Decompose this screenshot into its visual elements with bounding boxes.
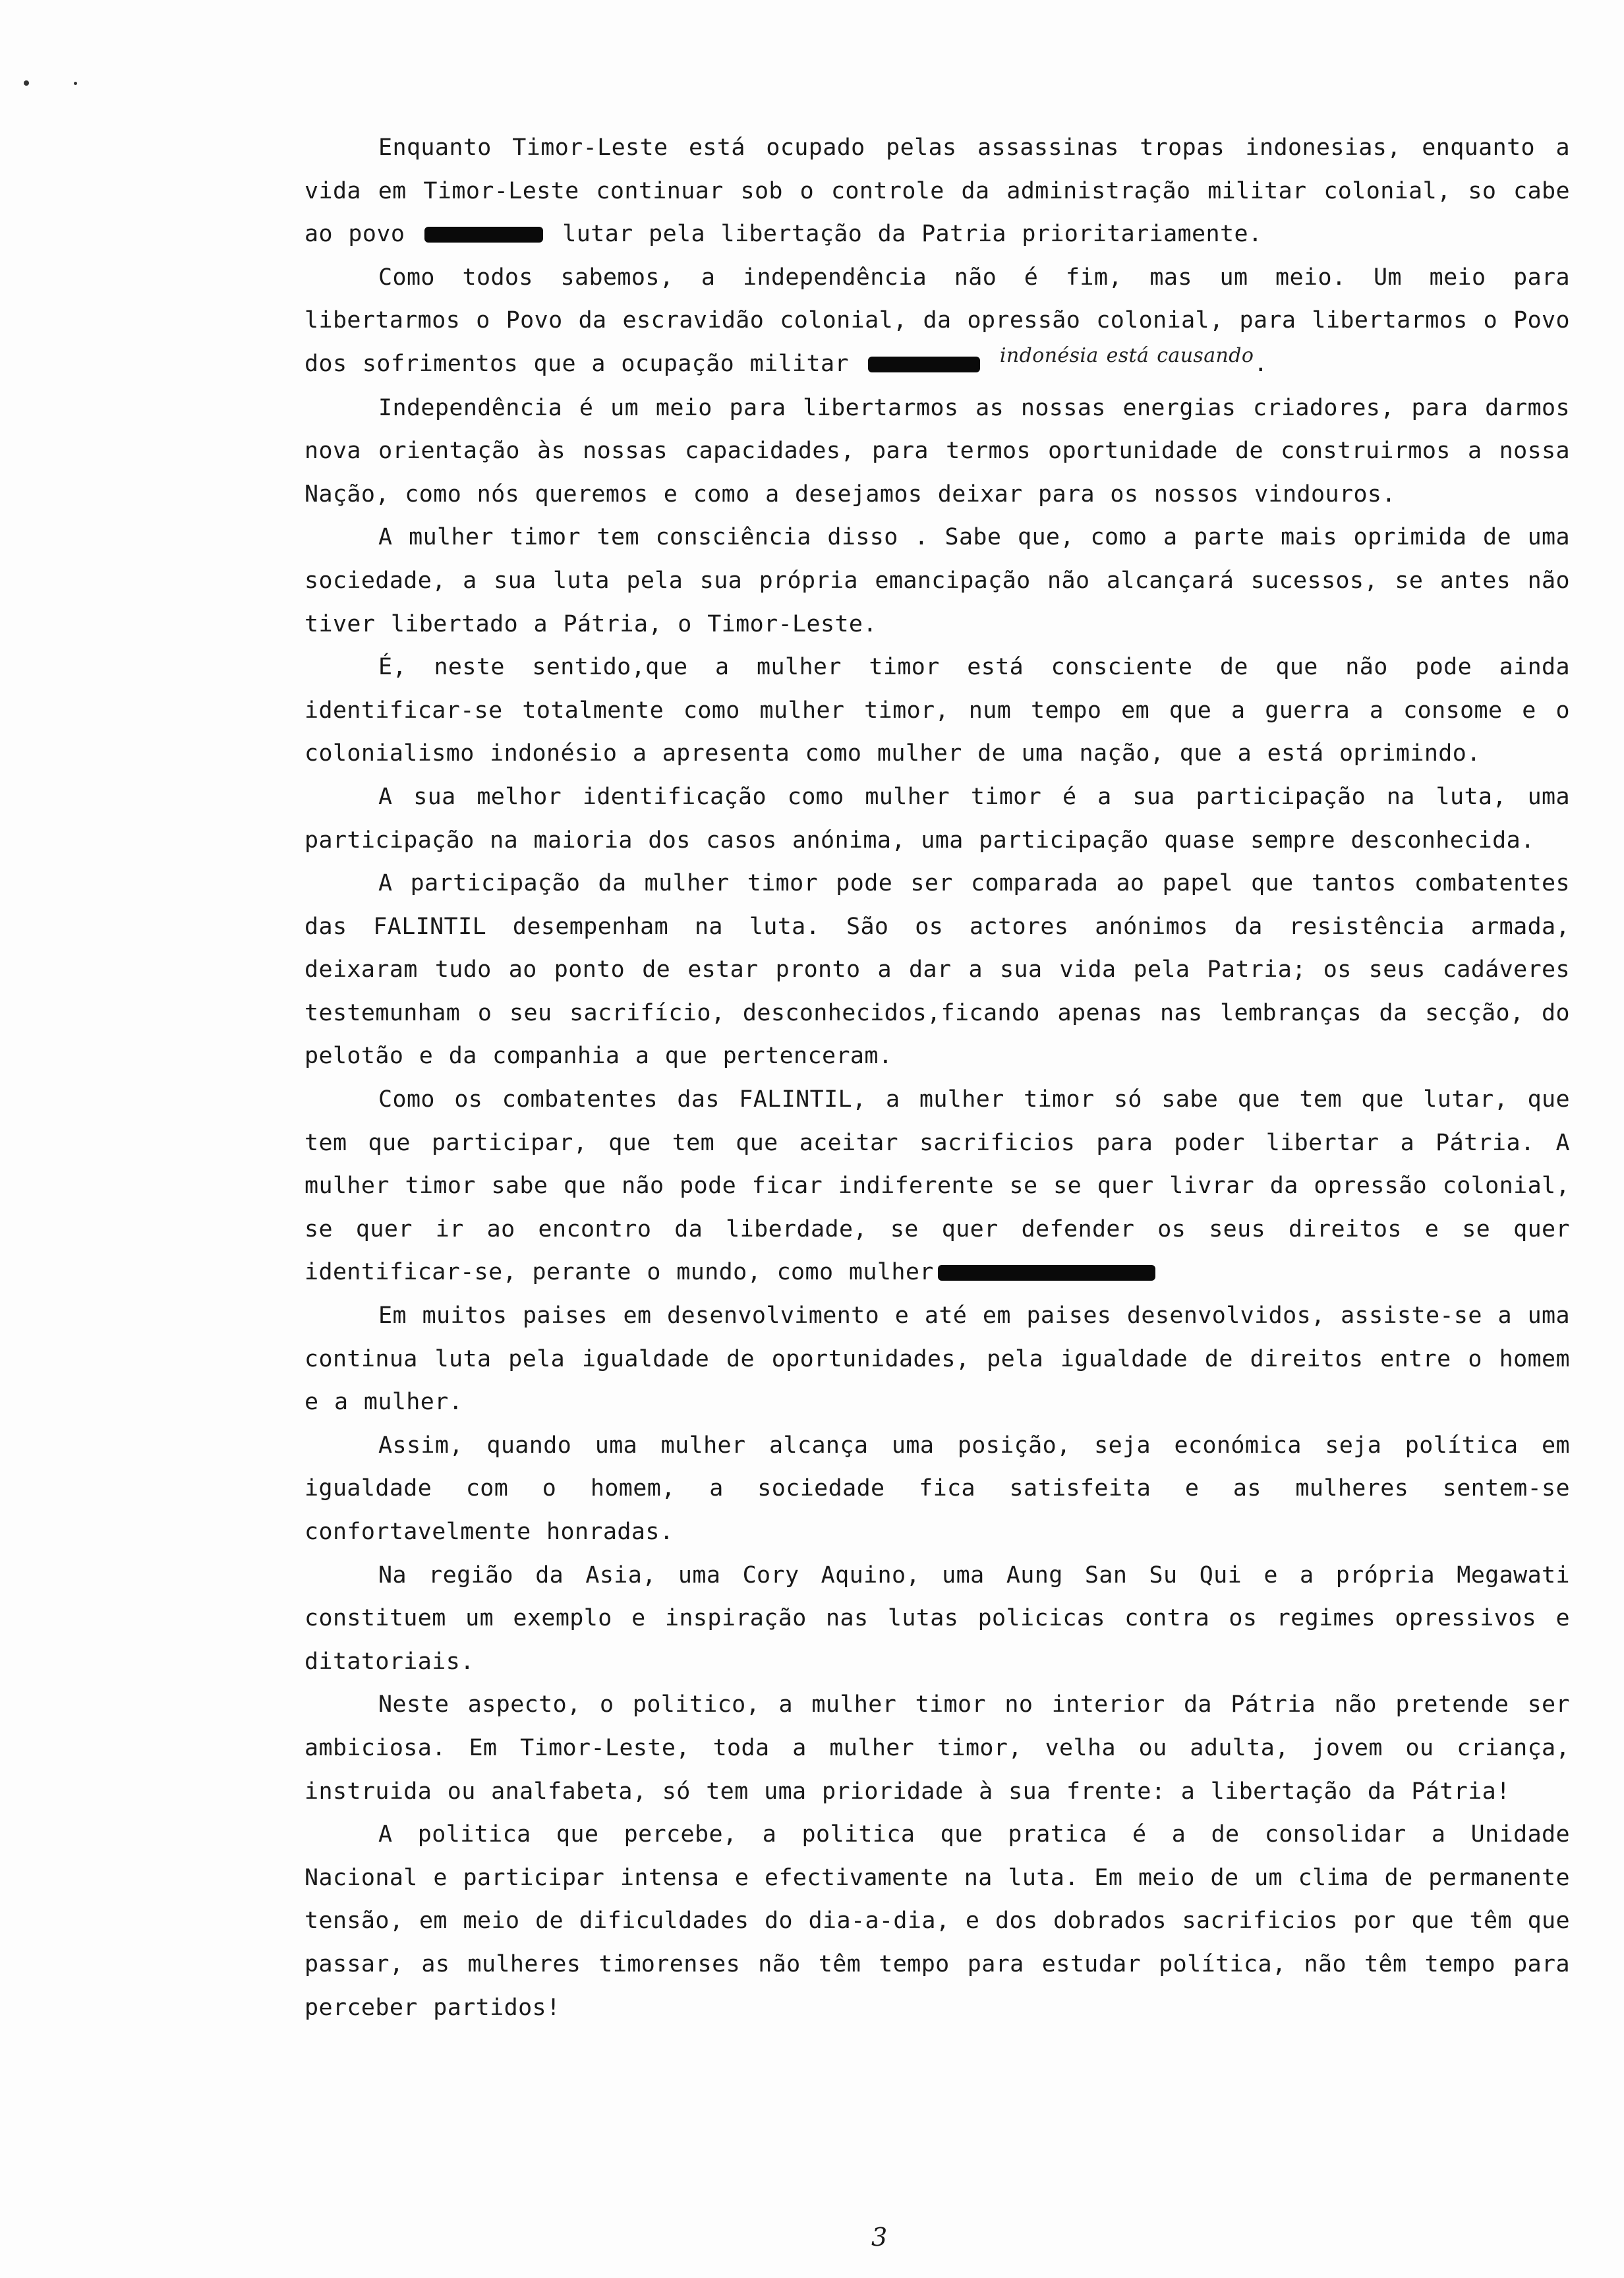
paragraph-text: É, neste sentido,que a mulher timor está consciente de que não pode ainda identificar-se totalmente como mulher timor, num tempo em que a guerra a consome e o colonialismo indonésio a apresenta como mulher de uma nação, que a [304, 654, 1570, 767]
paragraph: A participação da mulher timor pode ser comparada ao papel que tantos combatentes das FALINTIL desempenham na luta. São os actores anónimos da resistência armada, deixaram tudo ao ponto de estar pronto a dar a sua vida pela Patria; os seus cadáveres testemunham o seu sacrifício, desconhecidos,ficando apenas nas lembranças da secção, do pelotão e da companhia a que pertenceram. [304, 870, 1570, 1070]
paragraph: A sua melhor identificação como mulher timor é a sua participação na luta, uma participação na maioria dos casos anónima, uma participação quase sempre desconhecida. [304, 783, 1570, 854]
paragraph: A mulher timor tem consciência disso . Sabe que, como a parte mais oprimida de uma sociedade, a sua luta pela sua própria emancipação não alcançará sucessos, se antes não tiver libertado a Pátria, o Timor-Leste. [304, 524, 1570, 637]
margin-mark [74, 82, 77, 85]
paragraph: Independência é um meio para libertarmos as nossas energias criadores, para darmos nova orientação às nossas capacidades, para termos oportunidade de construirmos a nossa Nação, como nós queremos e como a desejamos deixar para os nossos vindouros. [304, 394, 1570, 508]
paragraph: A politica que percebe, a politica que pratica é a de consolidar a Unidade Nacional e participar intensa e efectivamente na luta. Em meio de um clima de permanente tensão, em meio de dificuldades do dia-a-dia, e dos dobrados sacrificios por que têm que passar, as mulheres timorenses não têm tempo para estudar política, não têm tempo para perceber partidos! [304, 1821, 1570, 2021]
redaction-bar [424, 227, 543, 243]
paragraph [304, 127, 1570, 256]
redaction-bar [868, 357, 980, 372]
paragraph [304, 646, 1570, 776]
paragraph [304, 256, 1570, 387]
paragraph-text: Enquanto Timor-Leste está ocupado pelas assassinas tropas indonesias, enquanto a vida em Timor-Leste continuar sob o controle da administração militar colonial, so cabe ao povo [304, 134, 1570, 248]
page-number: 3 [871, 2223, 888, 2252]
paragraph-text: . [1254, 350, 1268, 377]
document-body [304, 127, 1570, 2030]
paragraph-text: Como todos sabemos, a independência não é fim, mas um meio. Um meio para libertarmos o Povo da escravidão colonial, da opressão colonial, para libertarmos o Povo dos sofrimentos que a ocupação militar [304, 264, 1570, 377]
paragraph-text: lutar pela libertação da Patria prioritariamente. [562, 221, 1263, 248]
paragraph-text: está oprimindo. [1267, 740, 1481, 767]
paragraph: Em muitos paises em desenvolvimento e até em paises desenvolvidos, assiste-se a uma continua luta pela igualdade de oportunidades, pela igualdade de direitos entre o homem e a mulher. [304, 1302, 1570, 1416]
paragraph: Assim, quando uma mulher alcança uma posição, seja económica seja política em igualdade com o homem, a sociedade fica satisfeita e as mulheres sentem-se confortavelmente honradas. [304, 1432, 1570, 1545]
paragraph: Neste aspecto, o politico, a mulher timor no interior da Pátria não pretende ser ambiciosa. Em Timor-Leste, toda a mulher timor, velha ou adulta, jovem ou criança, instruida ou analfabeta, só tem uma prioridade à sua frente: a libertação da Pátria! [304, 1691, 1570, 1805]
redaction-bar [938, 1265, 1155, 1281]
handwritten-annotation: indonésia está causando [999, 343, 1254, 367]
paragraph: Na região da Asia, uma Cory Aquino, uma Aung San Su Qui e a própria Megawati constituem um exemplo e inspiração nas lutas policicas contra os regimes opressivos e ditatoriais. [304, 1562, 1570, 1675]
margin-mark [24, 80, 29, 86]
paragraph [304, 1078, 1570, 1295]
paragraph-text: Como os combatentes das FALINTIL, a mulher timor só sabe que tem que lutar, que tem que participar, que tem que aceitar sacrificios para poder libertar a Pátria. A mulher timor sabe que não pode ficar indiferente se se quer livrar da opressão colonial, se quer ir ao encontro da liberdade, se quer defender os seus direitos e se quer identificar-se, perante o mundo, como mulher [304, 1086, 1570, 1286]
